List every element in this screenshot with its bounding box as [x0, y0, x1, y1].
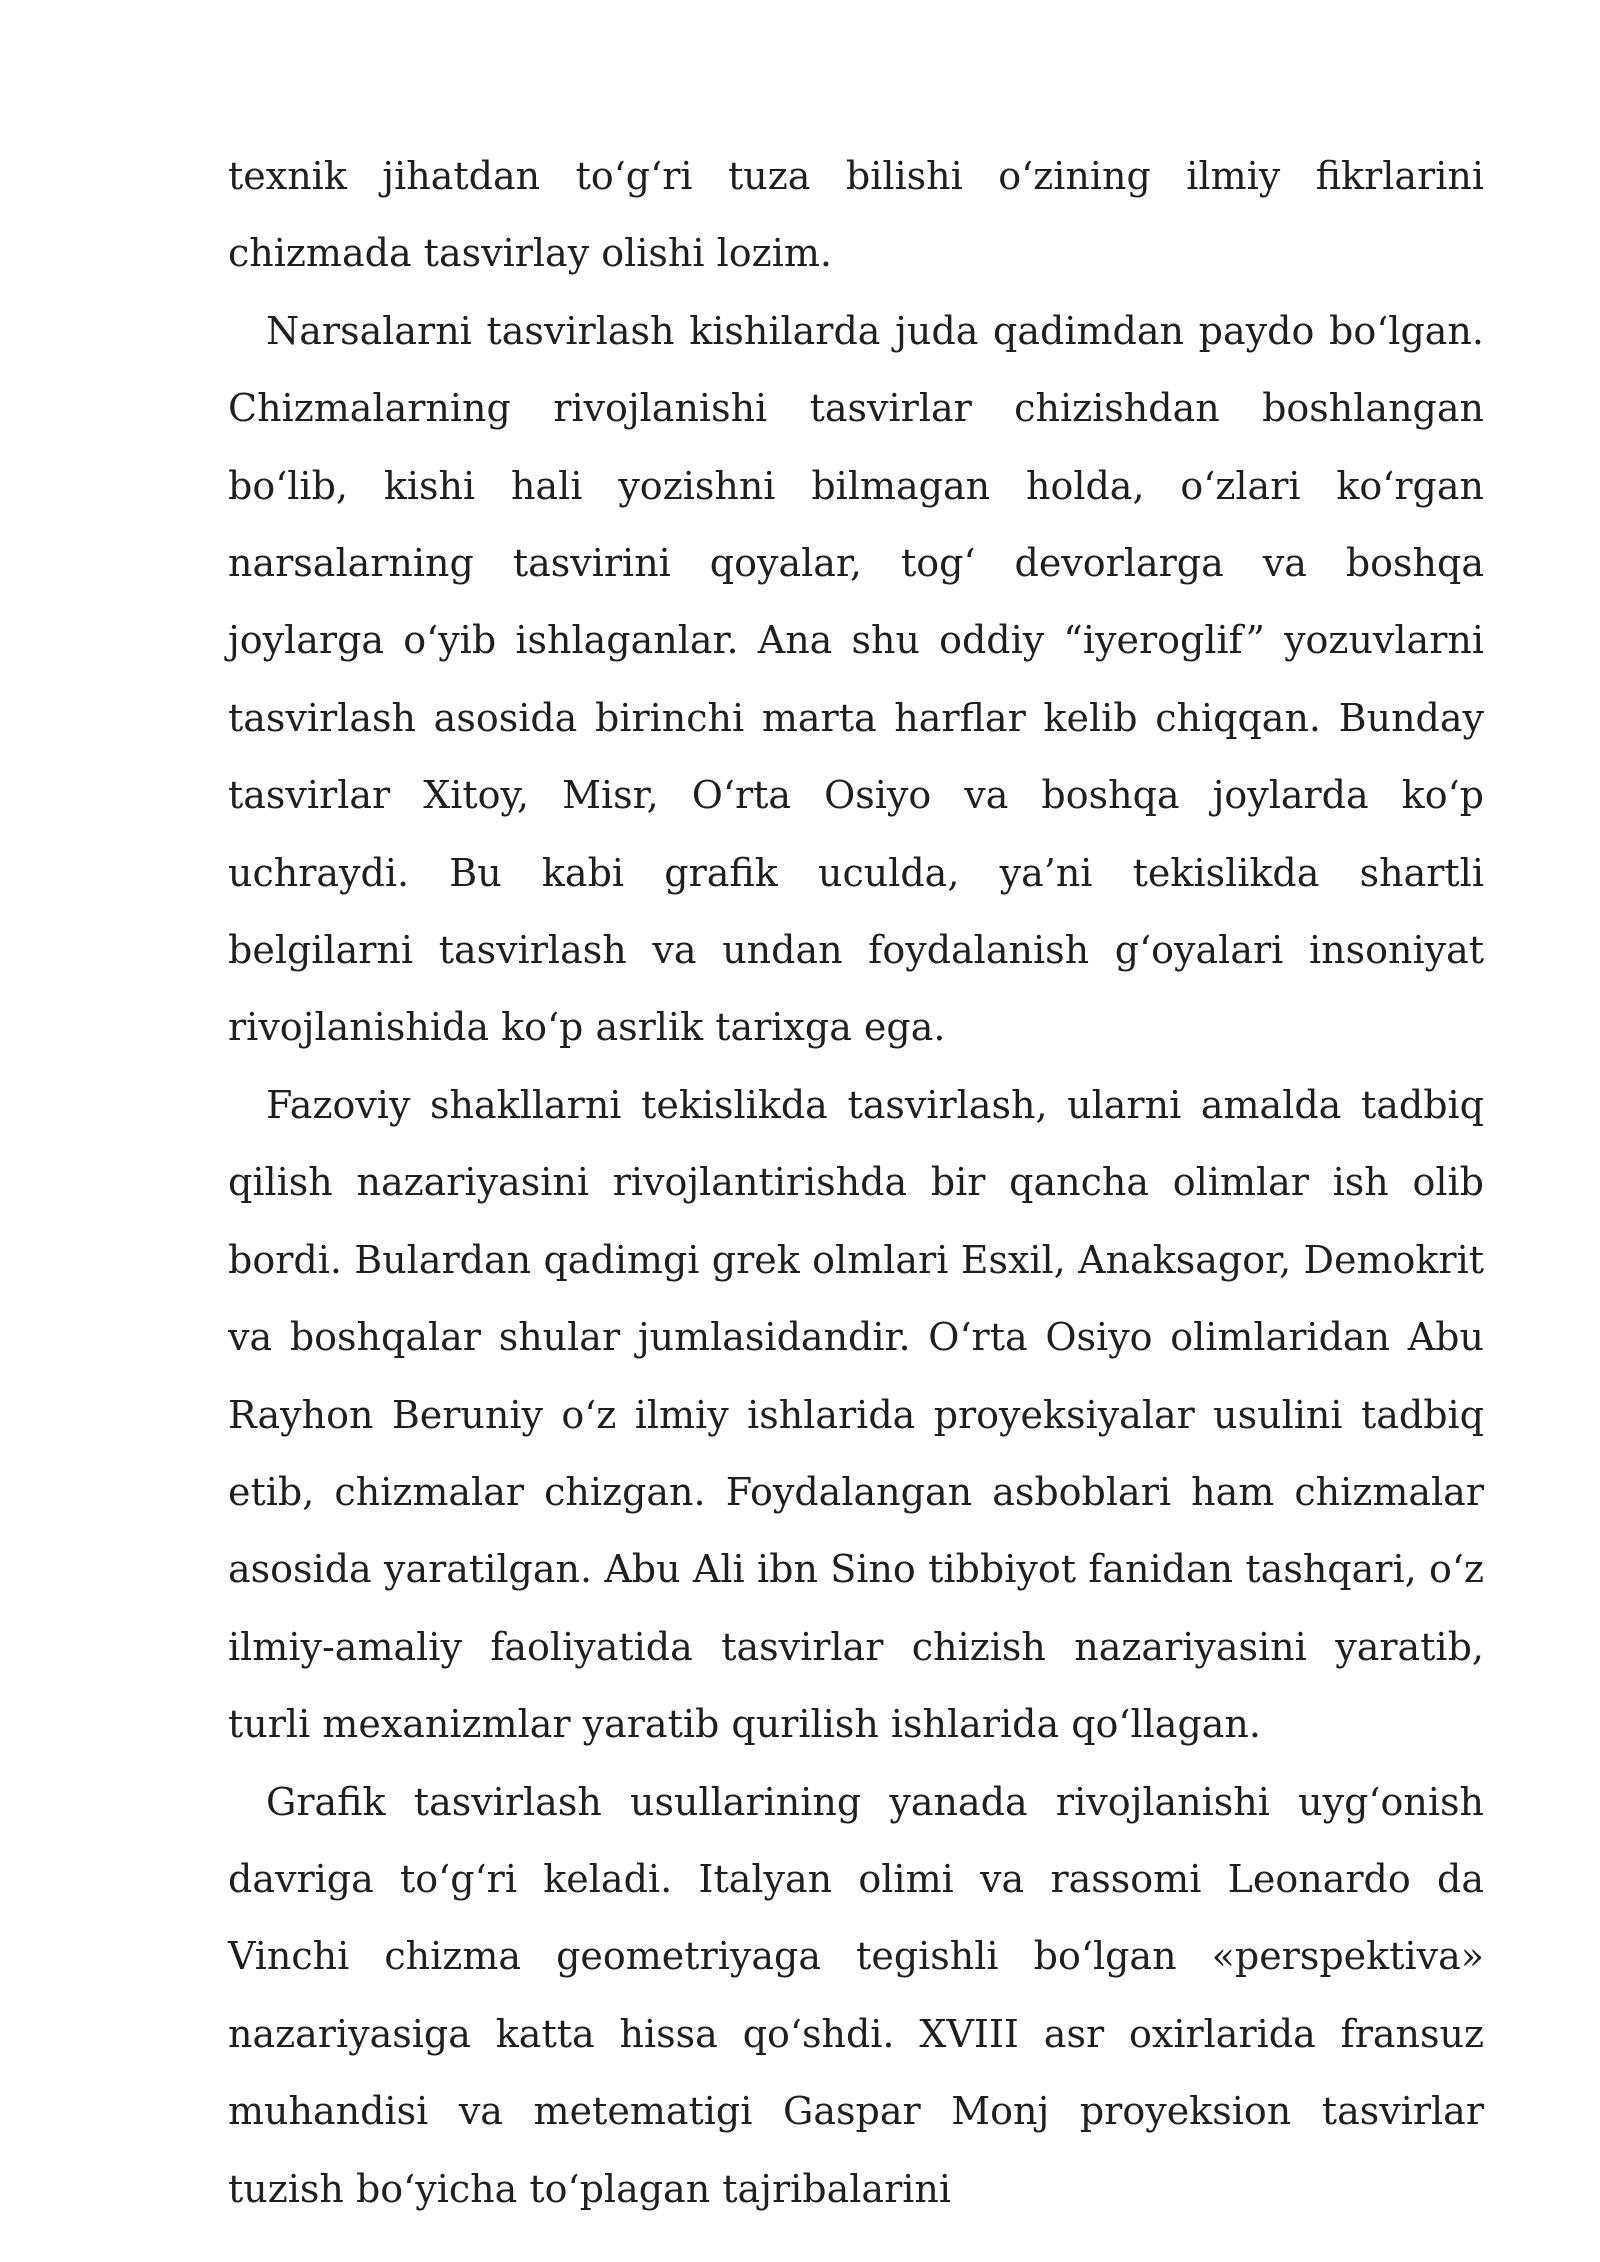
paragraph-history-of-drawing: Narsalarni tasvirlash kishilarda juda qadimdan paydo bo‘lgan. Chizmalarning rivojlanishi tasvirlar chizishdan boshlangan bo‘lib, kishi hali yozishni bilmagan holda, o‘zlari ko‘rgan narsalarning tasvirini qoyalar, tog‘ devorlarga va boshqa joylarga o‘yib ishlaganlar. Ana shu oddiy “iyeroglif” yozuvlarni tasvirlash asosida birinchi marta harflar kelib chiqqan. Bunday tasvirlar Xitoy, Misr, O‘rta Osiyo va boshqa joylarda ko‘p uchraydi. Bu kabi grafik uculda, ya’ni tekislikda shartli belgilarni tasvirlash va undan foydalanish g‘oyalari insoniyat rivojlanishida ko‘p asrlik tarixga ega. — [228, 308, 1484, 1050]
document-page — [228, 138, 1484, 2228]
paragraph-renaissance: Grafik tasvirlash usullarining yanada rivojlanishi uyg‘onish davriga to‘g‘ri keladi. Italyan olimi va rassomi Leonardo da Vinchi chizma geometriyaga tegishli bo‘lgan «perspektiva» nazariyasiga katta hissa qo‘shdi. XVIII asr oxirlarida fransuz muhandisi va metematigi Gaspar Monj proyeksion tasvirlar tuzish bo‘yicha to‘plagan tajribalarini — [228, 1779, 1484, 2211]
paragraph-scholars: Fazoviy shakllarni tekislikda tasvirlash, ularni amalda tadbiq qilish nazariyasini rivojlantirishda bir qancha olimlar ish olib bordi. Bulardan qadimgi grek olmlari Esxil, Anaksagor, Demokrit va boshqalar shular jumlasidandir. O‘rta Osiyo olimlaridan Abu Rayhon Beruniy o‘z ilmiy ishlarida proyeksiyalar usulini tadbiq etib, chizmalar chizgan. Foydalangan asboblari ham chizmalar asosida yaratilgan. Abu Ali ibn Sino tibbiyot fanidan tashqari, o‘z ilmiy-amaliy faoliyatida tasvirlar chizish nazariyasini yaratib, turli mexanizmlar yaratib qurilish ishlarida qo‘llagan. — [228, 1082, 1484, 1747]
paragraph-continuation: texnik jihatdan to‘g‘ri tuza bilishi o‘zining ilmiy fikrlarini chizmada tasvirlay olishi lozim. — [228, 154, 1484, 276]
